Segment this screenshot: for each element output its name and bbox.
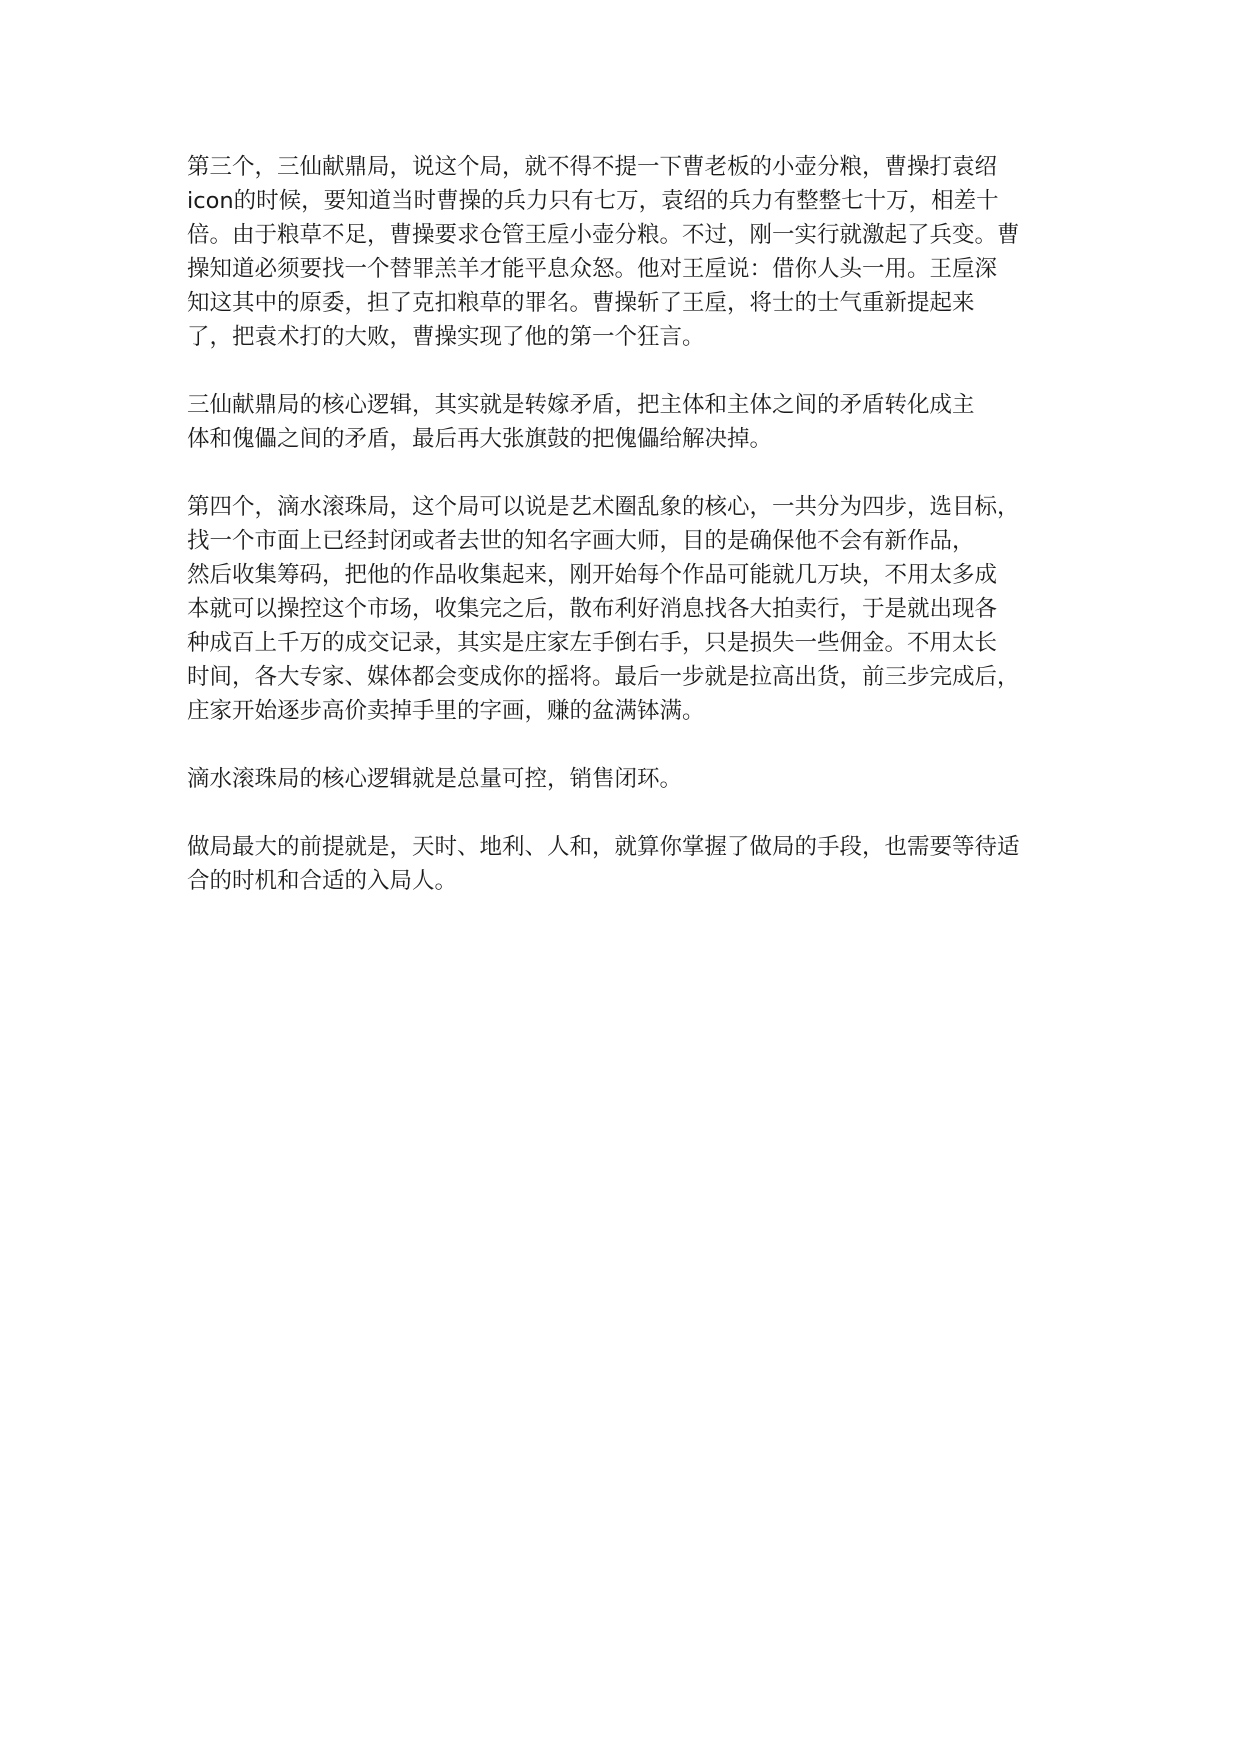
text-line: 然后收集筹码，把他的作品收集起来，刚开始每个作品可能就几万块，不用太多成 (187, 562, 998, 588)
paragraph-sanxian-xianding (187, 150, 1053, 354)
text-line: 第四个，滴水滚珠局，这个局可以说是艺术圈乱象的核心，一共分为四步，选目标， (187, 494, 1020, 520)
text-line: 知这其中的原委，担了克扣粮草的罪名。曹操斩了王垕，将士的士气重新提起来 (187, 290, 975, 316)
text-line: 滴水滚珠局的核心逻辑就是总量可控，销售闭环。 (187, 766, 683, 792)
text-line: 本就可以操控这个市场，收集完之后，散布利好消息找各大拍卖行，于是就出现各 (187, 596, 998, 622)
paragraph-dishui-logic (187, 762, 1053, 796)
paragraph-conclusion (187, 830, 1053, 898)
text-line: 种成百上千万的成交记录，其实是庄家左手倒右手，只是损失一些佣金。不用太长 (187, 630, 998, 656)
paragraph-sanxian-logic (187, 388, 1053, 456)
text-line: icon的时候，要知道当时曹操的兵力只有七万，袁绍的兵力有整整七十万，相差十 (187, 188, 999, 214)
text-line: 体和傀儡之间的矛盾，最后再大张旗鼓的把傀儡给解决掉。 (187, 426, 773, 452)
text-line: 做局最大的前提就是，天时、地利、人和，就算你掌握了做局的手段，也需要等待适 (187, 834, 1020, 860)
text-line: 庄家开始逐步高价卖掉手里的字画，赚的盆满钵满。 (187, 698, 705, 724)
text-line: 时间，各大专家、媒体都会变成你的摇将。最后一步就是拉高出货，前三步完成后， (187, 664, 1020, 690)
text-line: 三仙献鼎局的核心逻辑，其实就是转嫁矛盾，把主体和主体之间的矛盾转化成主 (187, 392, 975, 418)
text-line: 操知道必须要找一个替罪羔羊才能平息众怒。他对王垕说：借你人头一用。王垕深 (187, 256, 998, 282)
document-body (187, 150, 1053, 932)
text-line: 合的时机和合适的入局人。 (187, 868, 458, 894)
text-line: 第三个，三仙献鼎局，说这个局，就不得不提一下曹老板的小壶分粮，曹操打袁绍 (187, 154, 998, 180)
paragraph-dishui-gunzhu (187, 490, 1053, 728)
text-line: 找一个市面上已经封闭或者去世的知名字画大师，目的是确保他不会有新作品， (187, 528, 975, 554)
text-line: 倍。由于粮草不足，曹操要求仓管王垕小壶分粮。不过，刚一实行就激起了兵变。曹 (187, 222, 1020, 248)
text-line: 了，把袁术打的大败，曹操实现了他的第一个狂言。 (187, 324, 705, 350)
